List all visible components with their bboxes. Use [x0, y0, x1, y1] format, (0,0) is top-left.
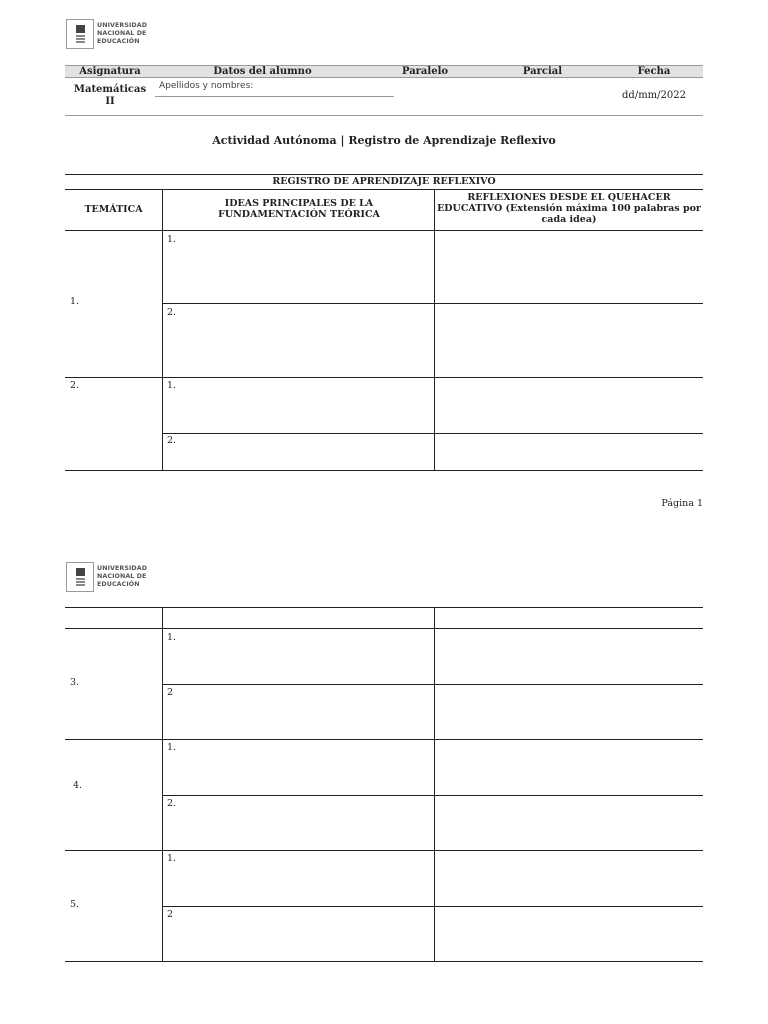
logo-emblem-icon [66, 562, 94, 592]
subject-value: Matemáticas II [73, 84, 147, 107]
col-datos-alumno: Datos del alumno [213, 66, 312, 77]
header-ideas: IDEAS PRINCIPALES DE LA FUNDAMENTACIÓN TEÓRICA [218, 198, 380, 220]
logo-text: UNIVERSIDAD NACIONAL DE EDUCACIÓN [97, 565, 148, 588]
idea-cell: 2. [167, 435, 177, 446]
reflexive-record-table [65, 174, 703, 472]
idea-cell: 2 [167, 687, 174, 698]
logo-emblem-icon [66, 19, 94, 49]
tema-cell: 3. [70, 677, 80, 688]
logo-text: UNIVERSIDAD NACIONAL DE EDUCACIÓN [97, 22, 148, 45]
tema-cell: 5. [70, 899, 80, 910]
idea-cell: 1. [167, 380, 177, 391]
header-reflexiones: REFLEXIONES DESDE EL QUEHACER EDUCATIVO (Extensión máxima 100 palabras por cada idea) [437, 192, 701, 225]
header-info-table [65, 65, 703, 117]
idea-cell: 1. [167, 632, 177, 643]
names-underline [155, 96, 394, 97]
header-tematica: TEMÁTICA [84, 204, 143, 215]
idea-cell: 2. [167, 307, 177, 318]
idea-cell: 1. [167, 234, 177, 245]
col-parcial: Parcial [522, 66, 563, 77]
idea-cell: 1. [167, 853, 177, 864]
col-fecha: Fecha [637, 66, 671, 77]
tema-cell: 1. [70, 296, 80, 307]
idea-cell: 2. [167, 798, 177, 809]
tema-cell: 2. [70, 380, 80, 391]
table-caption: REGISTRO DE APRENDIZAJE REFLEXIVO [272, 176, 496, 187]
reflexive-record-table-continued [65, 607, 703, 965]
names-label: Apellidos y nombres: [159, 81, 254, 91]
col-paralelo: Paralelo [401, 66, 449, 77]
col-asignatura: Asignatura [79, 66, 141, 77]
date-value: dd/mm/2022 [622, 90, 686, 101]
university-logo [66, 562, 147, 592]
tema-cell: 4. [73, 780, 83, 791]
header-columns-row [65, 65, 703, 78]
page-title: Actividad Autónoma | Registro de Aprendizaje Reflexivo [212, 134, 556, 147]
university-logo [66, 19, 147, 49]
header-bottom-rule [65, 115, 703, 116]
page-number: Página 1 [661, 498, 703, 509]
idea-cell: 1. [167, 742, 177, 753]
idea-cell: 2 [167, 909, 174, 920]
